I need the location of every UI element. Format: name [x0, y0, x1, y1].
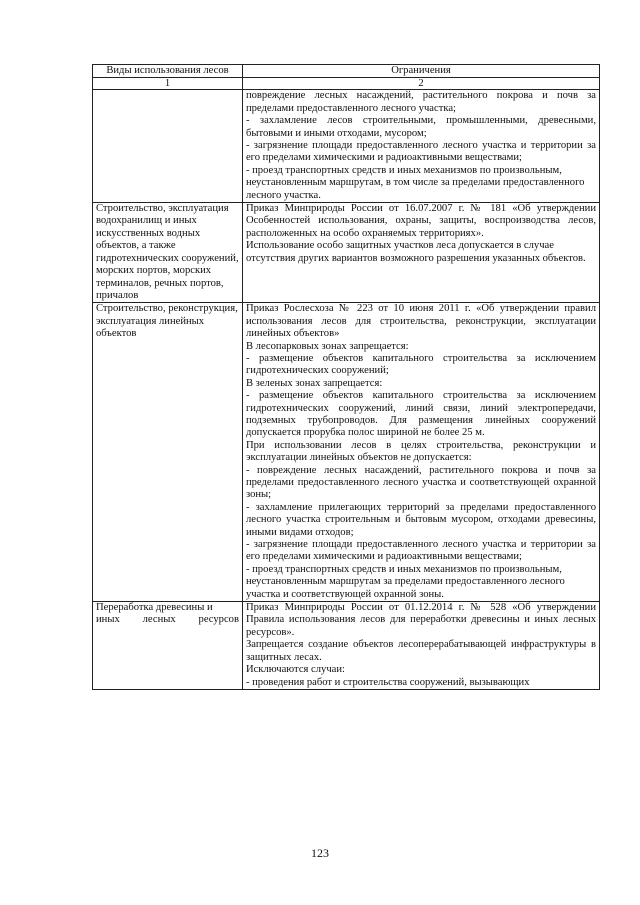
row-restrictions-cell [242, 203, 599, 303]
restriction-paragraph: повреждение лесных насаждений, растительного покрова и почв за пределами предоставленного лесного участка; [245, 90, 596, 114]
restriction-paragraph: - проведения работ и строительства сооружений, вызывающих [245, 676, 530, 688]
restrictions-table [92, 64, 600, 690]
column-number-1: 1 [93, 78, 243, 90]
restriction-paragraph: При использовании лесов в целях строительства, реконструкции и эксплуатации линейных объектов не допускается: [245, 439, 596, 464]
restriction-paragraph: Приказ Минприроды России от 16.07.2007 г. № 181 «Об утверждении Особенностей использования, охраны, защиты, воспроизводства лесов, расположенных на особо охраняемых территориях». [245, 203, 596, 239]
restriction-paragraph: Запрещается создание объектов лесоперерабатывающей инфраструктуры в защитных лесах. [245, 639, 596, 663]
restriction-paragraph: - захламление лесов строительными, промышленными, древесными, бытовыми и иными отходами, мусором; [245, 115, 596, 139]
restriction-paragraph: Исключаются случаи: [245, 664, 345, 676]
column-number-2: 2 [242, 78, 599, 90]
header-col-restrictions: Ограничения [242, 65, 599, 78]
row-forest-use: Переработка древесины и иных лесных ресурсов [96, 602, 239, 626]
row-forest-use: Строительство, эксплуатация водохранилищ и иных искусственных водных объектов, а также гидротехнических сооружений, морских портов, морских терминалов, речных портов, причалов [96, 203, 239, 301]
table-row [93, 602, 600, 690]
table-row [93, 203, 600, 303]
restriction-paragraph: - размещение объектов капитального строительства за исключением гидротехнических сооружений; [245, 352, 596, 377]
table-number-row [93, 78, 600, 90]
table-row [93, 90, 600, 203]
restriction-paragraph: - размещение объектов капитального строительства за исключением гидротехнических сооружений, линий связи, линий электропередачи, подземных трубопроводов. Для размещения линейных сооружений допускается прорубка полос шириной не более 25 м. [245, 390, 596, 439]
restriction-paragraph: В зеленых зонах запрещается: [245, 377, 383, 389]
table-row [93, 303, 600, 602]
row-forest-use: Строительство, реконструкция, эксплуатация линейных объектов [96, 303, 238, 340]
row-forest-use-cell [93, 602, 243, 690]
table-header-row [93, 65, 600, 78]
restriction-paragraph: В лесопарковых зонах запрещается: [245, 340, 409, 352]
restriction-paragraph: - повреждение лесных насаждений, растительного покрова и почв за пределами предоставленного лесного участка и соответствующей охранной зоны; [245, 464, 596, 501]
restriction-paragraph: - загрязнение площади предоставленного лесного участка и территории за его пределами химическими и радиоактивными веществами; [245, 140, 596, 164]
restriction-paragraph: Приказ Рослесхоза № 223 от 10 июня 2011 г. «Об утверждении правил использования лесов для строительства, реконструкции, эксплуатации линейных объектов» [245, 303, 596, 340]
restriction-paragraph: - проезд транспортных средств и иных механизмов по произвольным, неустановленным маршрутам за пределами предоставленного лесного участка и соответствующей охранной зоны. [245, 563, 565, 600]
restriction-paragraph: - загрязнение площади предоставленного лесного участка и территории за его пределами химическими и радиоактивными веществами; [245, 539, 596, 563]
header-col-forest-use: Виды использования лесов [93, 65, 243, 78]
restriction-paragraph: Приказ Минприроды России от 01.12.2014 г. № 528 «Об утверждении Правила использования лесов для переработки древесины и иных лесных ресурсов». [245, 602, 596, 638]
row-forest-use-cell [93, 203, 243, 303]
row-restrictions-cell [242, 602, 599, 690]
row-forest-use-cell [93, 303, 243, 602]
row-forest-use-cell [93, 90, 243, 203]
row-restrictions-cell [242, 303, 599, 602]
restriction-paragraph: - захламление прилегающих территорий за пределами предоставленного лесного участка строительным и бытовым мусором, отходами древесины, иными видами отходов; [245, 501, 596, 538]
row-restrictions-cell [242, 90, 599, 203]
restriction-paragraph: - проезд транспортных средств и иных механизмов по произвольным, неустановленным маршрутам, в том числе за пределами предоставленного лесного участка. [245, 164, 585, 201]
restriction-paragraph: Использование особо защитных участков леса допускается в случае отсутствия других вариантов возможного разрешения указанных объектов. [245, 240, 586, 264]
page-number: 123 [311, 846, 329, 860]
